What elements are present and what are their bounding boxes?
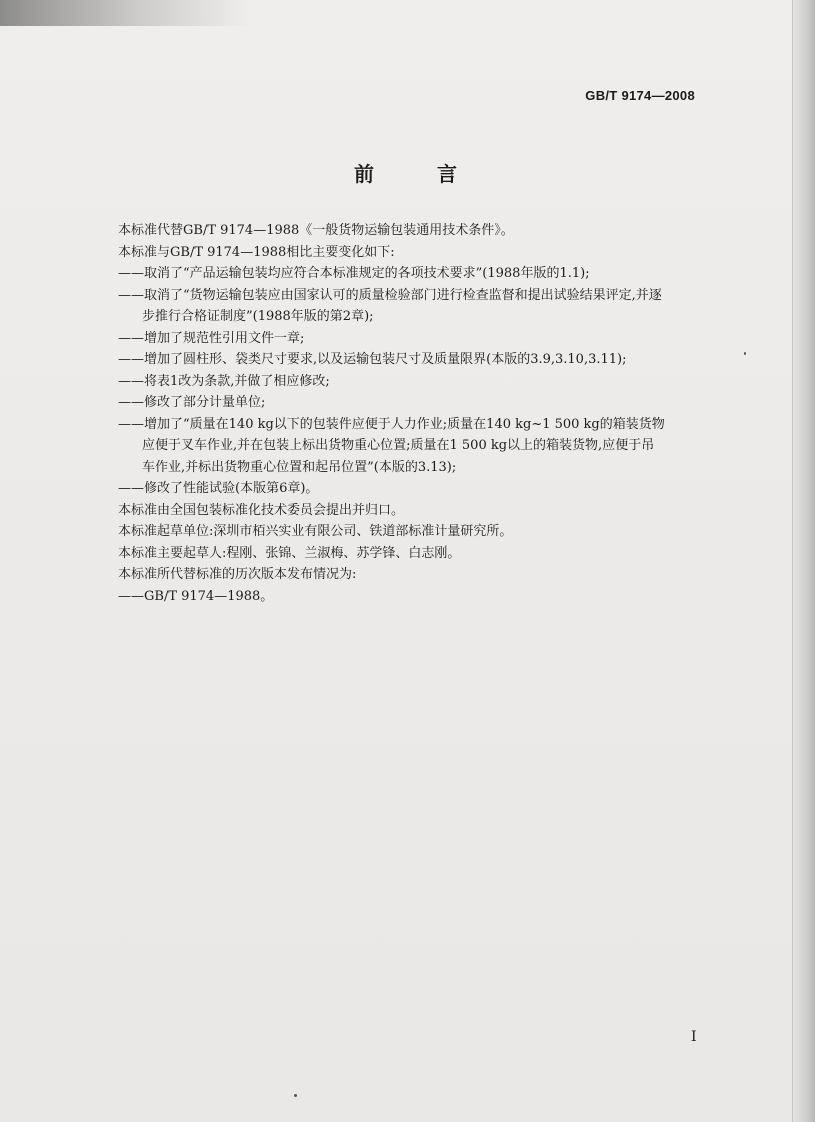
text-line: 本标准主要起草人:程刚、张锦、兰淑梅、苏学锋、白志刚。 — [118, 545, 461, 561]
page-number: I — [691, 1029, 697, 1045]
list-item: ——增加了“质量在140 kg以下的包装件应便于人力作业;质量在140 kg~1 500 kg的箱装货物 — [118, 416, 665, 432]
preface-body — [118, 220, 718, 607]
standard-code: GB/T 9174—2008 — [585, 88, 695, 103]
scan-speck — [294, 1094, 297, 1097]
list-item: ——取消了“产品运输包装均应符合本标准规定的各项技术要求”(1988年版的1.1); — [118, 266, 590, 281]
list-item: ——修改了性能试验(本版第6章)。 — [118, 481, 319, 496]
list-item: ——取消了“货物运输包装应由国家认可的质量检验部门进行检查监督和提出试验结果评定,并逐 — [118, 287, 662, 303]
scan-smudge — [0, 0, 250, 26]
list-item: ——GB/T 9174—1988。 — [118, 588, 274, 604]
scan-speck — [744, 352, 746, 355]
text-line: 本标准所代替标准的历次版本发布情况为: — [118, 567, 357, 582]
list-item: ——将表1改为条款,并做了相应修改; — [118, 373, 330, 389]
list-item-continuation: 步推行合格证制度”(1988年版的第2章); — [142, 309, 374, 324]
text-line: 本标准由全国包装标准化技术委员会提出并归口。 — [118, 502, 405, 518]
list-item-continuation: 应便于叉车作业,并在包装上标出货物重心位置;质量在1 500 kg以上的箱装货物,应便于吊 — [142, 438, 655, 453]
list-item: ——增加了圆柱形、袋类尺寸要求,以及运输包装尺寸及质量限界(本版的3.9,3.10,3.11); — [118, 352, 627, 367]
text-line: 本标准起草单位:深圳市栢兴实业有限公司、铁道部标准计量研究所。 — [118, 524, 513, 539]
list-item: ——增加了规范性引用文件一章; — [118, 330, 305, 346]
page-title: 前 言 — [354, 162, 485, 186]
list-item-continuation: 车作业,并标出货物重心位置和起吊位置”(本版的3.13); — [142, 459, 457, 475]
text-line: 本标准与GB/T 9174—1988相比主要变化如下: — [118, 244, 395, 260]
text-line: 本标准代替GB/T 9174—1988《一般货物运输包装通用技术条件》。 — [118, 223, 514, 238]
list-item: ——修改了部分计量单位; — [118, 395, 266, 410]
